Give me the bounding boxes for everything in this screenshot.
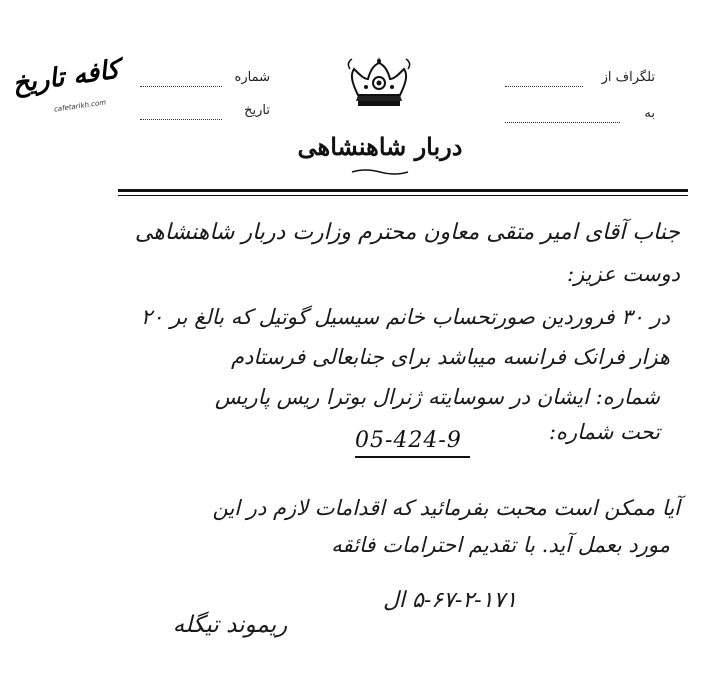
header-rule-thick [118, 189, 688, 192]
request-line-1: آیا ممکن است محبت بفرمائید که اقدامات لازم در این [212, 496, 680, 520]
number-dotted-line [140, 86, 222, 87]
crown-icon [344, 57, 414, 109]
telegraph-from-field [505, 70, 655, 92]
account-number-underline [355, 456, 470, 458]
letter-body-line-2: هزار فرانک فرانسه میباشد برای جنابعالی فرستادم [230, 345, 670, 369]
telegraph-from-label: تلگراف از [601, 70, 655, 85]
reference-number: ۵-۶۷-۲-۱۷۱ ال [382, 588, 518, 613]
letter-body-line-3: شماره: ایشان در سوسایته ژنرال بوترا ریس پاریس [214, 385, 660, 409]
office-title: دربار شاهنشاهی [297, 132, 463, 161]
to-dotted-line [505, 122, 620, 123]
title-ornament [350, 168, 410, 176]
telegraph-from-dotted-line [505, 86, 583, 87]
to-field [505, 106, 655, 128]
letter-body-line-1: در ۳۰ فروردین صورتحساب خانم سیسیل گوتیل که بالغ بر ۲۰ [140, 305, 670, 329]
signature: ریموند تیگله [172, 612, 288, 638]
number-field [140, 70, 270, 90]
to-label: به [644, 106, 655, 121]
number-label: شماره [234, 70, 270, 85]
date-dotted-line [140, 119, 222, 120]
crown-emblem [344, 57, 414, 109]
watermark-url: cafetarikh.com [53, 98, 107, 114]
account-number: 05-424-9 [355, 428, 462, 453]
letter-addressee: جناب آقای امیر متقی معاون محترم وزارت دربار شاهنشاهی [134, 220, 680, 245]
header-rule-thin [118, 195, 688, 196]
date-label: تاریخ [244, 103, 270, 118]
date-field [140, 103, 270, 123]
letter-body-line-4: تحت شماره: [548, 420, 660, 444]
watermark-logo [10, 54, 122, 122]
letter-greeting: دوست عزیز: [566, 262, 680, 286]
request-line-2: مورد بعمل آید. با تقدیم احترامات فائقه [331, 533, 670, 557]
watermark-logo-text: کافه تاریخ [10, 54, 122, 100]
